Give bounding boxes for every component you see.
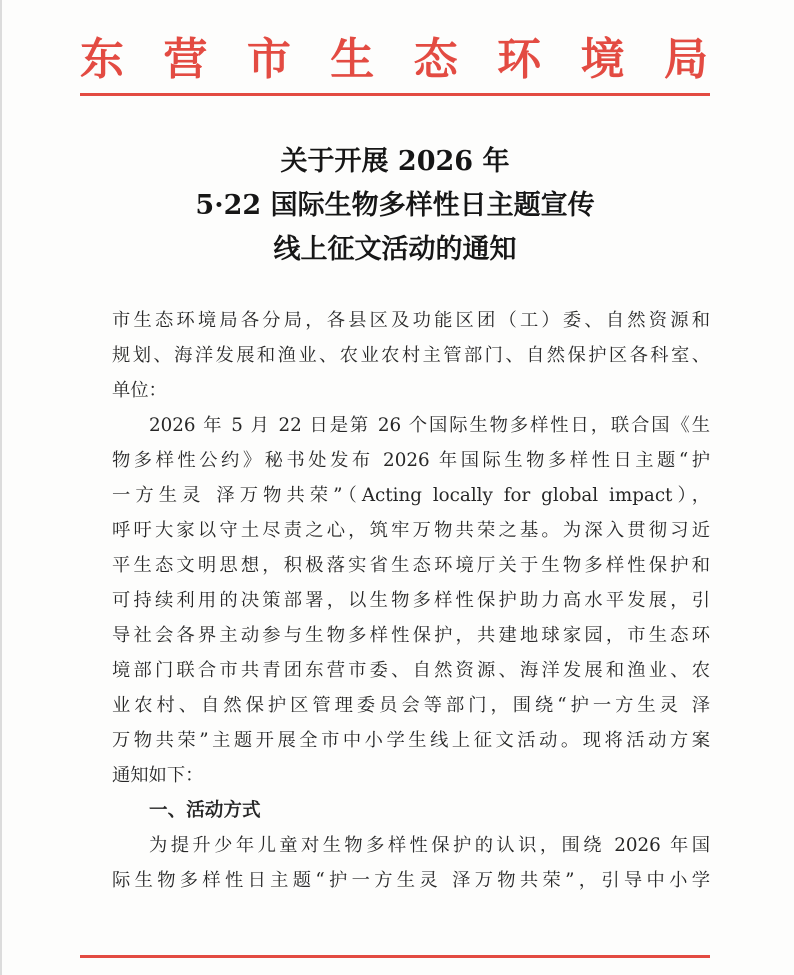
body-line: 通知如下： xyxy=(112,765,204,786)
notice-title xyxy=(80,140,710,272)
page-edge xyxy=(0,0,2,975)
notice-body xyxy=(112,303,710,898)
title-line: 关于开展 2026 年 xyxy=(280,146,510,177)
body-line: 市生态环境局各分局，各县区及功能区团（工）委、自然资源和 xyxy=(112,310,710,331)
body-line: 境部门联合市共青团东营市委、自然资源、海洋发展和渔业、农 xyxy=(112,660,710,681)
body-line: 2026 年 5 月 22 日是第 26 个国际生物多样性日，联合国《生 xyxy=(149,415,710,436)
body-line: 呼吁大家以守土尽责之心，筑牢万物共荣之基。为深入贯彻习近 xyxy=(112,520,710,541)
body-line: 规划、海洋发展和渔业、农业农村主管部门、自然保护区各科室、 xyxy=(112,345,710,366)
body-line: 业农村、自然保护区管理委员会等部门，围绕“护一方生灵 泽 xyxy=(112,695,710,716)
letterhead-agency-name: 东营市生态环境局 xyxy=(80,34,710,85)
body-line: 万物共荣”主题开展全市中小学生线上征文活动。现将活动方案 xyxy=(112,730,710,751)
body-line: 单位： xyxy=(112,380,167,401)
body-line: 一方生灵 泽万物共荣”（Acting locally for global impact）， xyxy=(112,485,710,506)
title-line: 5·22 国际生物多样性日主题宣传 xyxy=(195,190,595,221)
title-line: 线上征文活动的通知 xyxy=(273,234,517,265)
body-line: 为提升少年儿童对生物多样性保护的认识，围绕 2026 年国 xyxy=(149,835,710,856)
body-line: 际生物多样性日主题“护一方生灵 泽万物共荣”，引导中小学 xyxy=(112,870,710,891)
bottom-red-rule xyxy=(80,955,710,958)
body-line: 物多样性公约》秘书处发布 2026 年国际生物多样性日主题“护 xyxy=(112,450,710,471)
body-line: 平生态文明思想，积极落实省生态环境厅关于生物多样性保护和 xyxy=(112,555,710,576)
letterhead-red-rule xyxy=(80,93,710,96)
section-heading: 一、活动方式 xyxy=(149,800,261,821)
body-line: 导社会各界主动参与生物多样性保护，共建地球家园，市生态环 xyxy=(112,625,710,646)
body-line: 可持续利用的决策部署，以生物多样性保护助力高水平发展，引 xyxy=(112,590,710,611)
